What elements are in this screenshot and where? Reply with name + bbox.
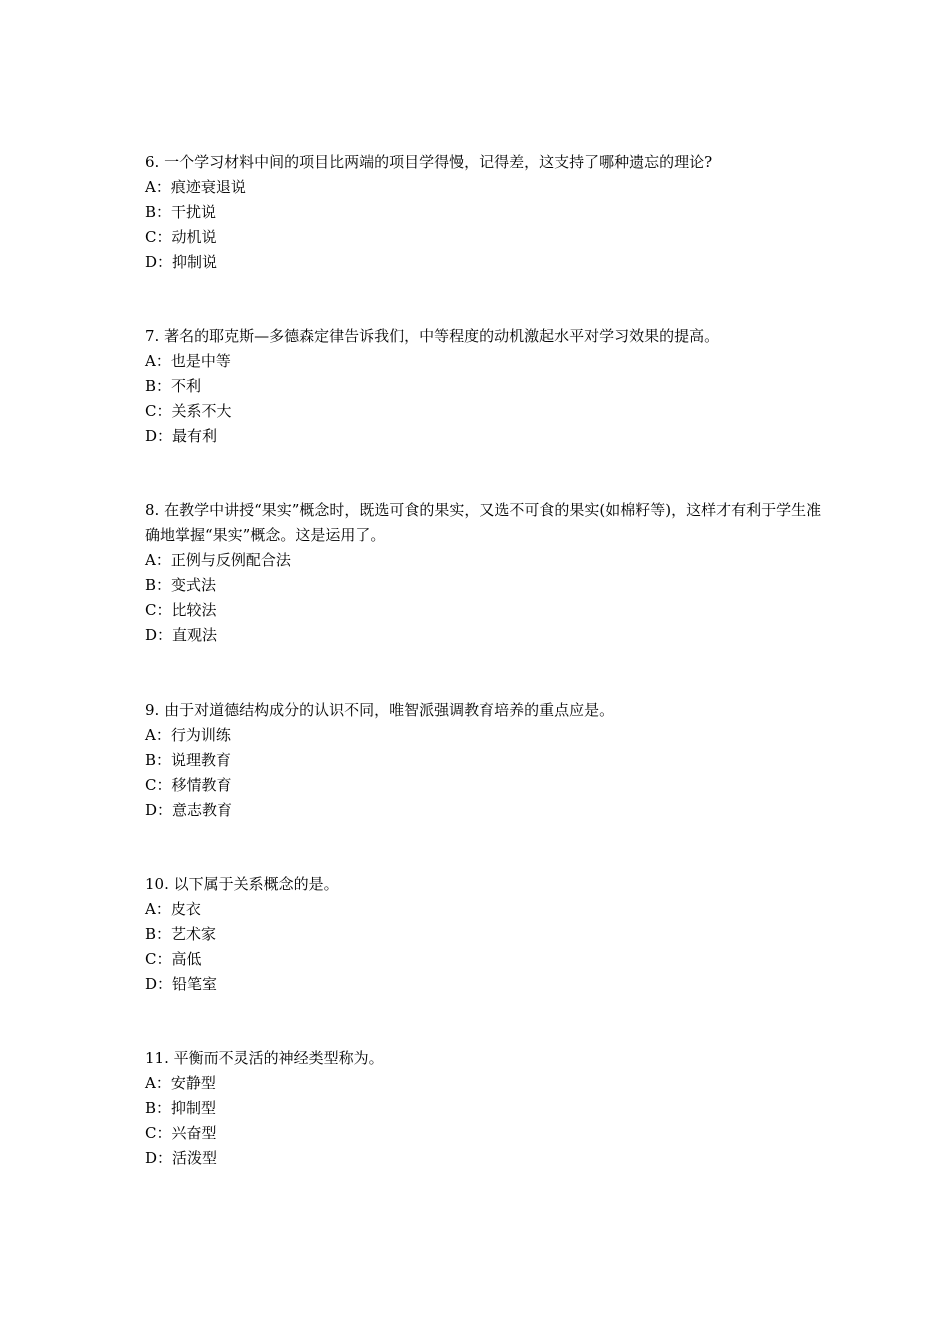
option-d: D：意志教育: [145, 801, 233, 819]
question-stem: 6. 一个学习材料中间的项目比两端的项目学得慢，记得差，这支持了哪种遗忘的理论?: [145, 153, 713, 171]
question-6: [145, 150, 825, 275]
question-stem: 9. 由于对道德结构成分的认识不同，唯智派强调教育培养的重点应是。: [145, 701, 615, 719]
option-c: C：比较法: [145, 601, 217, 619]
option-b: B：变式法: [145, 576, 217, 594]
question-10: [145, 872, 825, 997]
option-a: A：皮衣: [145, 900, 201, 918]
question-stem: 11. 平衡而不灵活的神经类型称为。: [145, 1049, 384, 1067]
question-stem: 10. 以下属于关系概念的是。: [145, 875, 339, 893]
option-d: D：铅笔室: [145, 975, 218, 993]
question-8: [145, 498, 825, 648]
option-a: A：正例与反例配合法: [145, 551, 291, 569]
question-7: [145, 324, 825, 449]
option-a: A：也是中等: [145, 352, 231, 370]
question-11: [145, 1046, 825, 1171]
option-a: A：安静型: [145, 1074, 216, 1092]
option-b: B：艺术家: [145, 925, 217, 943]
option-a: A：痕迹衰退说: [145, 178, 246, 196]
option-d: D：抑制说: [145, 253, 218, 271]
option-a: A：行为训练: [145, 726, 231, 744]
option-c: C：关系不大: [145, 402, 232, 420]
option-c: C：动机说: [145, 228, 217, 246]
option-d: D：直观法: [145, 626, 218, 644]
option-c: C：兴奋型: [145, 1124, 217, 1142]
option-b: B：不利: [145, 377, 202, 395]
option-d: D：最有利: [145, 427, 218, 445]
question-stem: 8. 在教学中讲授“果实”概念时，既选可食的果实，又选不可食的果实(如棉籽等)，这样才有利于学生准确地掌握“果实”概念。这是运用了。: [145, 501, 822, 544]
question-stem: 7. 著名的耶克斯—多德森定律告诉我们，中等程度的动机激起水平对学习效果的提高。: [145, 327, 720, 345]
option-b: B：干扰说: [145, 203, 217, 221]
option-b: B：抑制型: [145, 1099, 217, 1117]
option-c: C：移情教育: [145, 776, 232, 794]
question-9: [145, 698, 825, 823]
option-d: D：活泼型: [145, 1149, 218, 1167]
option-c: C：高低: [145, 950, 202, 968]
option-b: B：说理教育: [145, 751, 232, 769]
